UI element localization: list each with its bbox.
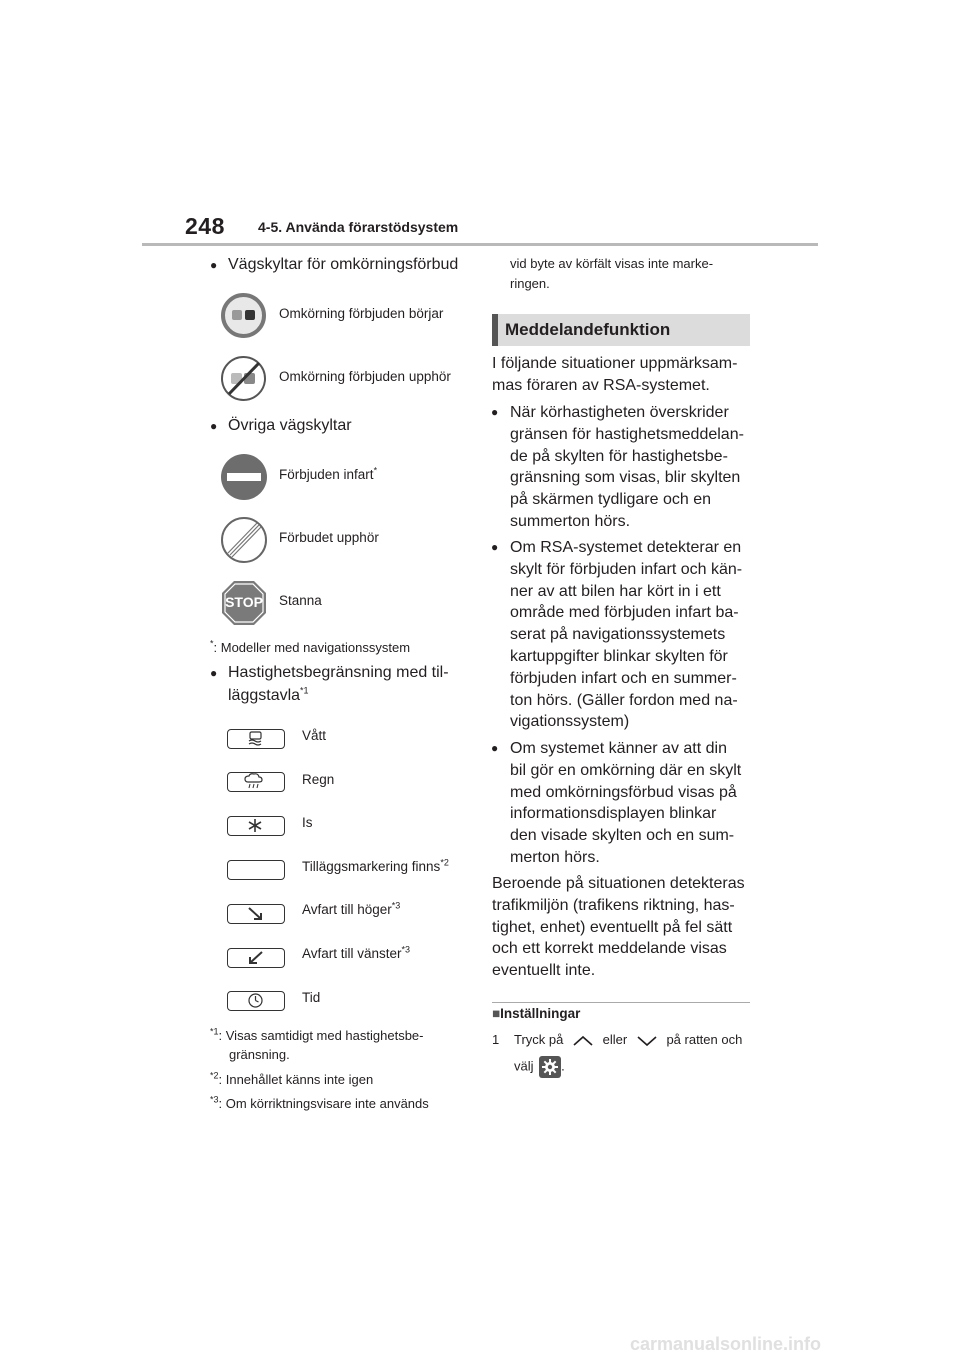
group3-title: ● Hastighetsbegränsning med til-	[228, 662, 449, 684]
settings-step: Tryck på eller på ratten och	[514, 1032, 743, 1047]
intro-text: vid byte av körfält visas inte marke-	[510, 256, 714, 271]
sign-label: Förbjuden infart*	[279, 465, 378, 482]
sign-label: Stanna	[279, 593, 322, 608]
no-overtaking-sign-icon	[221, 293, 266, 338]
divider	[492, 1002, 750, 1003]
footnote: gränsning.	[229, 1047, 290, 1062]
stop-sign-icon	[221, 580, 267, 626]
paragraph: I följande situationer uppmärksam- mas föraren av RSA-systemet.	[492, 355, 738, 394]
intro-text: ringen.	[510, 276, 550, 291]
section-title: 4-5. Använda förarstödsystem	[258, 219, 459, 235]
panel-label: Tid	[302, 990, 321, 1005]
settings-step-cont: välj .	[514, 1056, 565, 1078]
sign-label: Omkörning förbjuden börjar	[279, 306, 444, 321]
stop-sign-text: STOP	[225, 594, 263, 610]
footnote: $^{*1}$: Visas samtidigt med hastighetsbe-	[210, 1026, 424, 1043]
panel-label: Vått	[302, 728, 327, 743]
page-number: 248	[185, 213, 225, 239]
clock-panel-icon	[227, 991, 285, 1011]
settings-title: ■Inställningar	[492, 1006, 581, 1021]
group1-title: ● Vägskyltar för omkörningsförbud	[228, 254, 458, 276]
list-item: ● Om systemet känner av att din bil gör en omkörning där en skylt med omkörningsförbud visas på informationsdisplayen blinkar den visade skylten och en sum- merton hörs.	[510, 738, 750, 869]
section-heading: Meddelandefunktion	[505, 320, 671, 339]
panel-label: Avfart till vänster$^{*3}$	[302, 944, 411, 961]
panel-label: Avfart till höger$^{*3}$	[302, 900, 401, 917]
step-number: 1	[492, 1032, 500, 1047]
blank-panel-icon	[227, 860, 285, 880]
panel-label: Regn	[302, 772, 335, 787]
list-item: ● Om RSA-systemet detekterar en skylt för förbjuden infart och kän- ner av att bilen har kört in i ett område med förbjuden infart ba- serat på navigationssystemets kartuppgifter blinkar skylten för förbjuden infart och en summer- ton hörs. (Gäller fordon med na- vigationssystem)	[510, 537, 750, 733]
paragraph: Beroende på situationen detekteras trafikmiljön (trafikens riktning, has- tighet, enhet) eventuellt på fel sätt och ett korrekt meddelande visas eventuellt inte.	[492, 875, 745, 980]
no-entry-sign-icon	[221, 454, 267, 500]
footnote: $^{*3}$: Om körriktningsvisare inte används	[210, 1094, 429, 1111]
end-no-overtaking-sign-icon	[221, 356, 266, 401]
group2-title: ● Övriga vägskyltar	[228, 415, 352, 437]
rain-panel-icon	[227, 772, 285, 792]
exit-right-panel-icon	[227, 904, 285, 924]
exit-left-panel-icon	[227, 948, 285, 968]
header-rule	[142, 243, 818, 246]
watermark: carmanualsonline.info	[630, 1334, 822, 1354]
footnote: *: Modeller med navigationssystem	[210, 638, 411, 655]
gear-icon	[539, 1056, 561, 1078]
chevron-down-icon	[635, 1035, 659, 1047]
group3-title-cont: läggstavla$^{*1}$	[228, 685, 309, 704]
panel-label: Tilläggsmarkering finns$^{*2}$	[302, 857, 449, 874]
wet-road-panel-icon	[227, 729, 285, 749]
sign-label: Förbudet upphör	[279, 530, 379, 545]
list-item: ● När körhastigheten överskrider gränsen för hastighetsmeddelan- de på skylten för hastighetsbe- gränsning som visas, blir skylten på skärmen tydligare och en summerton hörs.	[510, 402, 750, 533]
snowflake-panel-icon	[227, 816, 285, 836]
chevron-up-icon	[571, 1035, 595, 1047]
panel-label: Is	[302, 815, 313, 830]
end-of-restrictions-sign-icon	[221, 517, 267, 563]
footnote: $^{*2}$: Innehållet känns inte igen	[210, 1070, 374, 1087]
sign-label: Omkörning förbjuden upphör	[279, 369, 451, 384]
